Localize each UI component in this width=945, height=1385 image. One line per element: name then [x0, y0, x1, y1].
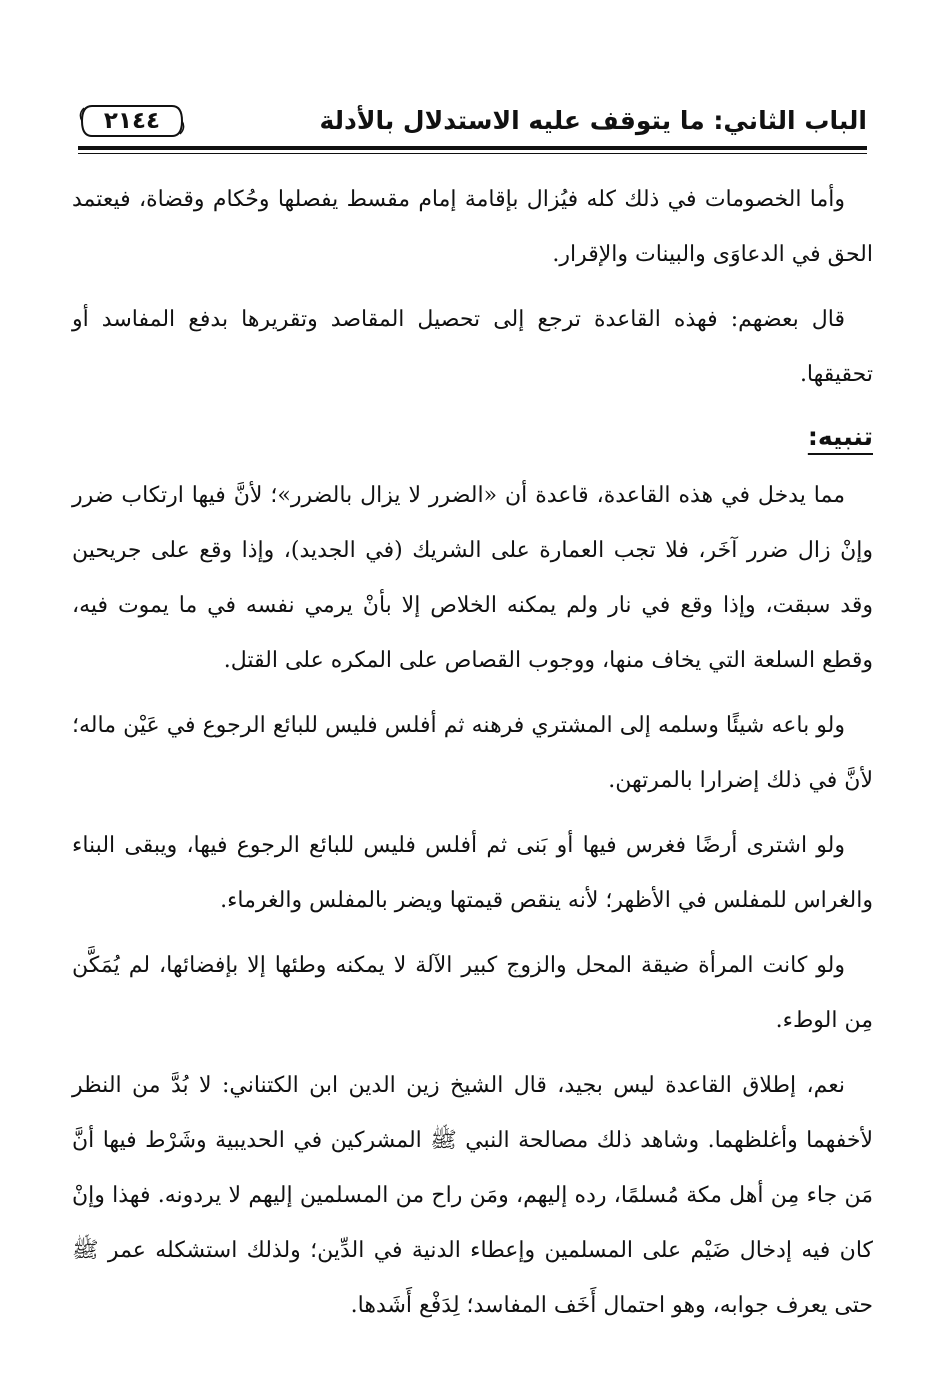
- page-number: ٢١٤٤: [103, 108, 161, 134]
- running-header: [78, 98, 867, 144]
- paragraph: مما يدخل في هذه القاعدة، قاعدة أن «الضرر لا يزال بالضرر»؛ لأنَّ فيها ارتكاب ضرر وإنْ زال ضرر آخَر، فلا تجب العمارة على الشريك (في الجديد)، وإذا وقع على جريحين وقد سبقت، وإذا وقع في نار ولم يمكنه الخلاص إلا بأنْ يرمي نفسه في ما يموت فيه، وقطع السلعة التي يخاف منها، ووجوب القصاص على المكره على القتل.: [72, 483, 873, 673]
- paragraph: ولو اشترى أرضًا فغرس فيها أو بَنى ثم أفلس فليس للبائع الرجوع فيها، ويبقى البناء والغراس للمفلس في الأظهر؛ لأنه ينقص قيمتها ويضر بالمفلس والغرماء.: [72, 833, 873, 913]
- paragraph: قال بعضهم: فهذه القاعدة ترجع إلى تحصيل المقاصد وتقريرها بدفع المفاسد أو تحقيقها.: [72, 307, 873, 387]
- header-rule-thick: [78, 146, 867, 150]
- page-body: [72, 172, 873, 1343]
- paragraph: وأما الخصومات في ذلك كله فيُزال بإقامة إمام مقسط يفصلها وحُكام وقضاة، فيعتمد الحق في الدعاوَى والبينات والإقرار.: [72, 187, 873, 267]
- paragraph: نعم، إطلاق القاعدة ليس بجيد، قال الشيخ زين الدين ابن الكتناني: لا بُدَّ من النظر لأخفهما وأغلظهما. وشاهد ذلك مصالحة النبي ﷺ المشركين في الحديبية وشَرْط فيها أنَّ مَن جاء مِن أهل مكة مُسلمًا، رده إليهم، ومَن راح من المسلمين إليهم لا يردونه. فهذا وإنْ كان فيه إدخال ضَيْم على المسلمين وإعطاء الدنية في الدِّين؛ ولذلك استشكله عمر ﷺ حتى يعرف جوابه، وهو احتمال أَخَف المفاسد؛ لِدَفْع أَشَدها.: [72, 1073, 873, 1318]
- paragraph: ولو باعه شيئًا وسلمه إلى المشتري فرهنه ثم أفلس فليس للبائع الرجوع في عَيْن ماله؛ لأنَّ في ذلك إضرارا بالمرتهن.: [72, 713, 873, 793]
- section-heading-text: تنبيه:: [807, 422, 873, 451]
- section-heading: [72, 412, 873, 462]
- paragraph: ولو كانت المرأة ضيقة المحل والزوج كبير الآلة لا يمكنه وطئها إلا بإفضائها، لم يُمَكَّن مِن الوطء.: [72, 953, 873, 1033]
- chapter-title: الباب الثاني: ما يتوقف عليه الاستدلال بالأدلة: [319, 106, 867, 135]
- page-number-badge: [78, 102, 186, 140]
- header-rule-thin: [78, 153, 867, 154]
